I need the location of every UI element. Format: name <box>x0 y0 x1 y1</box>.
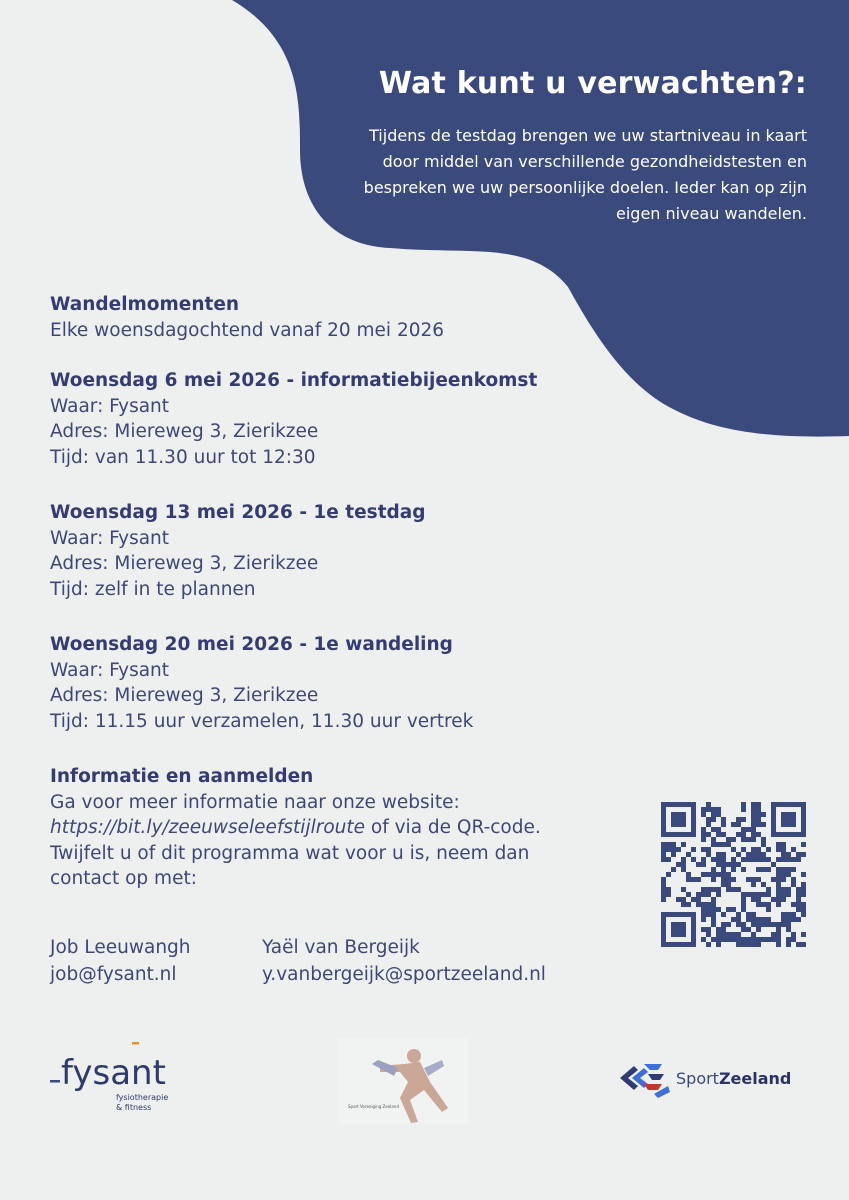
event-heading: Woensdag 6 mei 2026 - informatiebijeenkomst <box>50 370 538 391</box>
event-address: Adres: Miereweg 3, Zierikzee <box>50 685 319 706</box>
sportzeeland-word-sport: Sport <box>676 1069 719 1088</box>
event-address: Adres: Miereweg 3, Zierikzee <box>50 421 319 442</box>
contact-email[interactable]: y.vanbergeijk@sportzeeland.nl <box>262 964 546 985</box>
hero-line: eigen niveau wandelen. <box>616 204 807 223</box>
event-time: Tijd: zelf in te plannen <box>50 578 256 600</box>
info-block <box>50 764 610 892</box>
contact-name: Yaël van Bergeijk <box>262 937 420 958</box>
wandelmomenten-block <box>50 292 610 343</box>
contact-name: Job Leeuwangh <box>50 937 191 958</box>
runner-logo <box>338 1038 468 1124</box>
event-block <box>50 632 610 734</box>
info-line: contact op met: <box>50 868 197 889</box>
event-block <box>50 368 610 470</box>
main-content <box>50 292 610 917</box>
hero-line: door middel van verschillende gezondheidstesten en <box>382 152 807 171</box>
contact-job <box>50 934 262 988</box>
hero-line: bespreken we uw persoonlijke doelen. Ieder kan op zijn <box>363 178 807 197</box>
event-block <box>50 500 610 602</box>
info-line: Ga voor meer informatie naar onze website: <box>50 791 460 813</box>
fysant-tagline: fysiotherapie <box>116 1093 169 1102</box>
sportzeeland-emblem <box>620 1064 670 1098</box>
website-link[interactable]: https://bit.ly/zeeuwseleefstijlroute <box>50 817 366 838</box>
info-url-suffix: of via de QR-code. <box>365 817 541 838</box>
info-url-line <box>50 815 610 841</box>
info-line: Twijfelt u of dit programma wat voor u is, neem dan <box>50 842 530 864</box>
wandelmomenten-heading: Wandelmomenten <box>50 294 240 315</box>
fysant-tagline: & fitness <box>116 1103 152 1112</box>
event-location: Waar: Fysant <box>50 527 170 549</box>
fysant-logo <box>48 1038 198 1118</box>
event-heading: Woensdag 13 mei 2026 - 1e testdag <box>50 502 426 523</box>
wandelmomenten-text: Elke woensdagochtend vanaf 20 mei 2026 <box>50 319 445 341</box>
event-location: Waar: Fysant <box>50 395 170 417</box>
hero-section <box>307 66 807 227</box>
contacts <box>50 934 546 988</box>
fysant-wordmark: fysant <box>61 1053 166 1093</box>
sportzeeland-word-zeeland: Zeeland <box>718 1069 792 1088</box>
event-time: Tijd: 11.15 uur verzamelen, 11.30 uur vertrek <box>50 710 474 732</box>
svg-text:SportZeeland <box>676 1069 791 1088</box>
hero-line: Tijdens de testdag brengen we uw startniveau in kaart <box>369 126 807 145</box>
contact-yael <box>262 934 546 988</box>
hero-description <box>307 123 807 227</box>
runner-caption: Sport Vereniging Zeeland <box>348 1104 399 1109</box>
event-heading: Woensdag 20 mei 2026 - 1e wandeling <box>50 634 453 655</box>
hero-title: Wat kunt u verwachten?: <box>378 66 807 101</box>
contact-email[interactable]: job@fysant.nl <box>50 964 177 985</box>
event-time: Tijd: van 11.30 uur tot 12:30 <box>50 446 316 468</box>
sportzeeland-logo <box>618 1056 808 1100</box>
event-address: Adres: Miereweg 3, Zierikzee <box>50 553 319 574</box>
info-heading: Informatie en aanmelden <box>50 766 314 787</box>
qr-code[interactable] <box>661 802 806 947</box>
event-location: Waar: Fysant <box>50 659 170 681</box>
